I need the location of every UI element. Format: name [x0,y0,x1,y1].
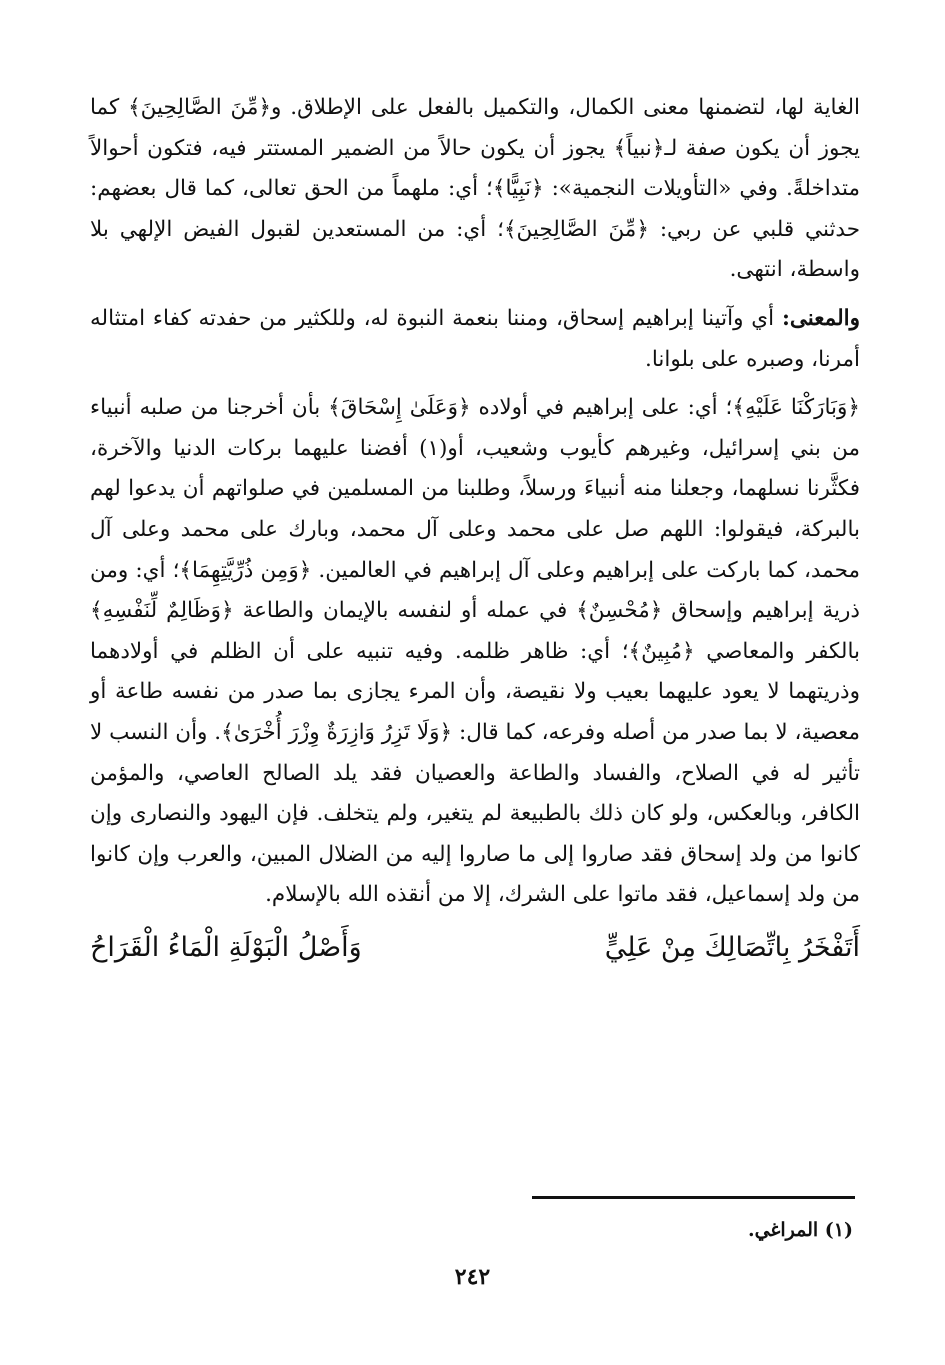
page-number: ٢٤٢ [454,1264,491,1290]
paragraph-3-text: ﴿وَبَارَكْنَا عَلَيْهِ﴾؛ أي: على إبراهيم في أولاده ﴿وَعَلَىٰ إِسْحَاقَ﴾ بأن أخرجنا من صلبه أنبياء من بني إسرائيل، وغيرهم كأيوب وشعيب، أو(١) أفضنا عليهما بركات الدنيا والآخرة، فكثَّرنا نسلهما، وجعلنا منه أنبياءَ ورسلاً، وطلبنا من المسلمين في صلواتهم أن يدعوا لهم بالبركة، فيقولوا: اللهم صل على محمد وعلى آل محمد، وبارك على محمد وعلى آل محمد، كما باركت على إبراهيم وعلى آل إبراهيم في العالمين. ﴿وَمِن ذُرِّيَّتِهِمَا﴾؛ أي: ومن ذرية إبراهيم وإسحاق ﴿مُحْسِنٌ﴾ في عمله أو لنفسه بالإيمان والطاعة ﴿وَظَالِمٌ لِّنَفْسِهِ﴾ بالكفر والمعاصي ﴿مُبِينٌ﴾؛ أي: ظاهر ظلمه. وفيه تنبيه على أن الظلم في أولادهما وذريتهما لا يعود عليهما بعيب ولا نقيصة، وأن المرء يجازى بما صدر من نفسه طاعة أو معصية، لا بما صدر من أصله وفرعه، كما قال: ﴿وَلَا تَزِرُ وَازِرَةٌ وِزْرَ أُخْرَىٰ﴾. وأن النسب لا تأثير له في الصلاح، والفساد والطاعة والعصيان فقد يلد الصالح العاصي، والمؤمن الكافر، وبالعكس، ولو كان ذلك بالطبيعة لم يتغير، ولم يتخلف. فإن اليهود والنصارى وإن كانوا من ولد إسحاق فقد صاروا إلى ما صاروا إليه من الضلال المبين، والعرب وإن كانوا من ولد إسماعيل، فقد ماتوا على الشرك، إلا من أنقذه الله بالإسلام. [90,395,861,908]
verse-second-hemistich: وَأَصْلُ الْبَوْلَةِ الْمَاءُ الْقَرَاحُ [90,931,362,963]
poetry-verse [90,924,860,972]
paragraph-2-lead: والمعنى: [781,305,860,331]
page-body [90,88,860,972]
footnote: (١) المراغي. [747,1219,853,1241]
paragraph-2-text: أي وآتينا إبراهيم إسحاق، ومننا بنعمة النبوة له، وللكثير من حفدته كفاء امتثاله أمرنا، وصبره على بلوانا. [90,305,860,372]
paragraph-2 [90,299,860,380]
paragraph-3 [90,388,860,916]
footnote-separator [532,1196,855,1199]
paragraph-1-text: الغاية لها، لتضمنها معنى الكمال، والتكميل بالفعل على الإطلاق. و﴿مِّنَ الصَّالِحِينَ﴾ كما يجوز أن يكون صفة لـ﴿نبياً﴾ يجوز أن يكون حالاً من الضمير المستتر فيه، فتكون أحوالاً متداخلةً. وفي «التأويلات النجمية»: ﴿نَبِيًّا﴾؛ أي: ملهماً من الحق تعالى، كما قال بعضهم: حدثني قلبي عن ربي: ﴿مِّنَ الصَّالِحِينَ﴾؛ أي: من المستعدين لقبول الفيض الإلهي بلا واسطة، انتهى. [90,95,860,283]
verse-first-hemistich: أَتَفْخَرُ بِاتِّصَالِكَ مِنْ عَلِيٍّ [604,931,860,963]
paragraph-1 [90,88,860,291]
